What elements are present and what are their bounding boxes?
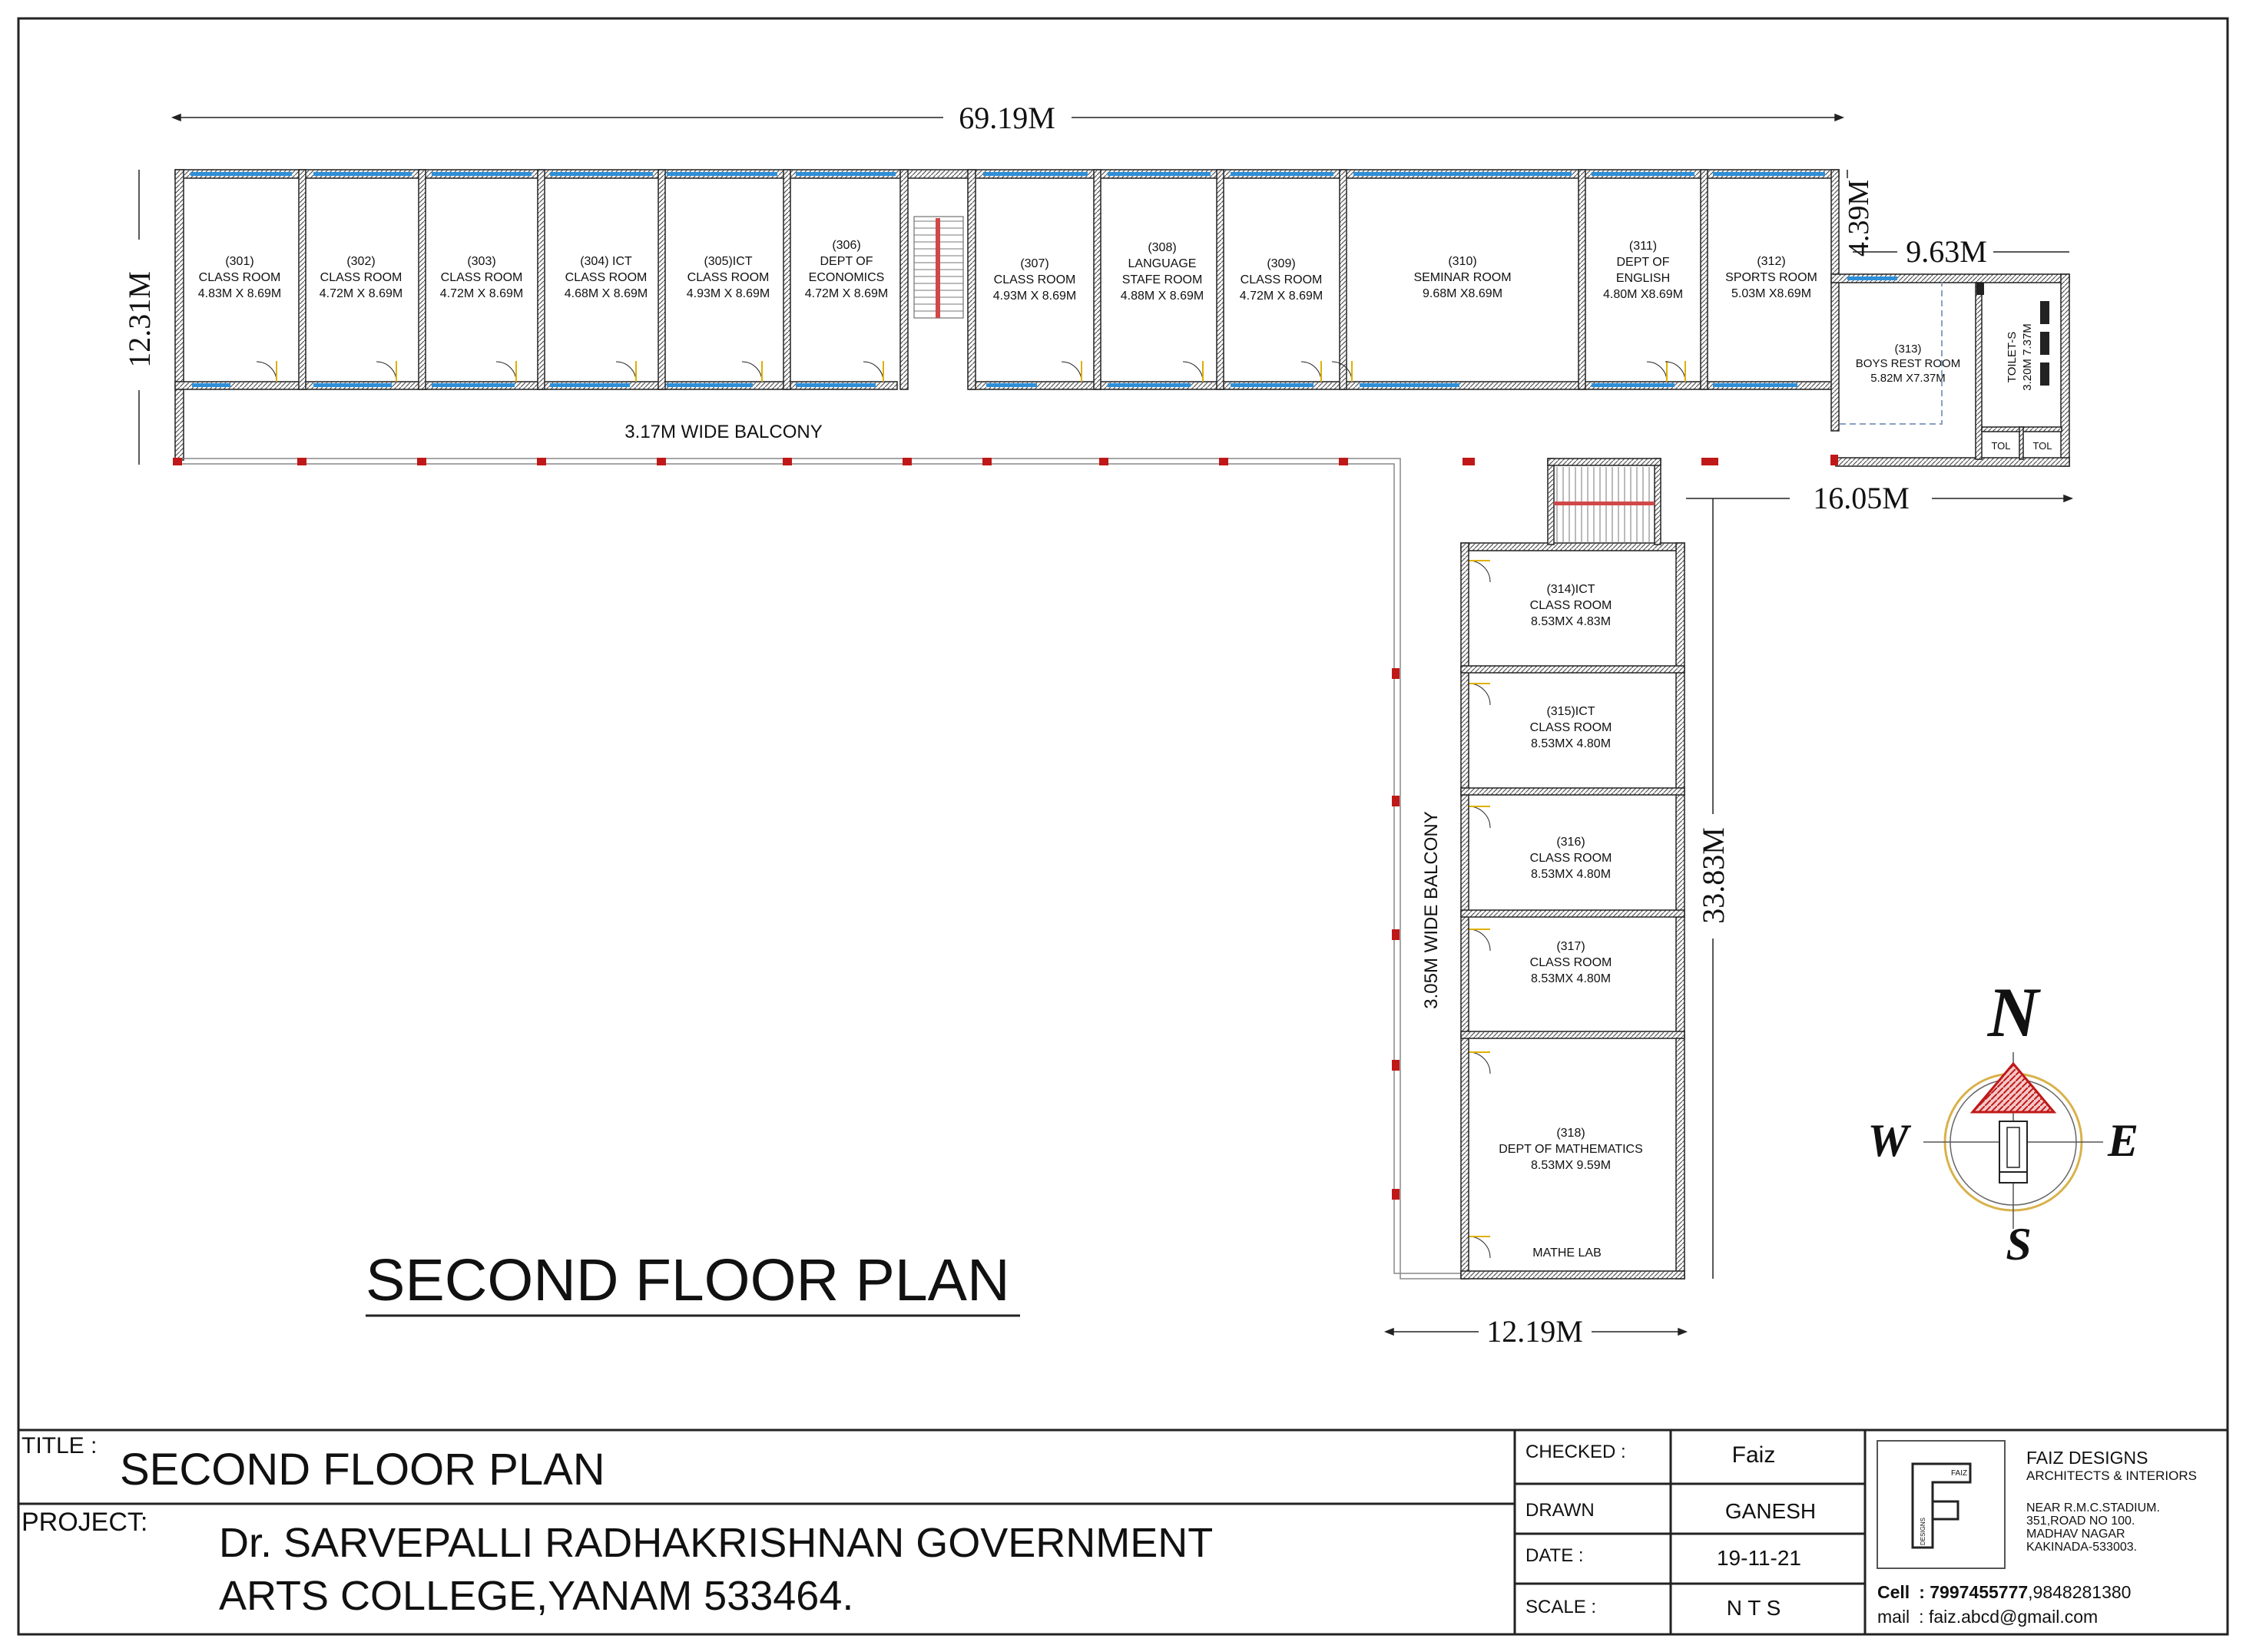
wall-x-5 [783,170,790,389]
dim-north-depth: 12.31M [122,271,157,368]
compass-arrow-icon [1973,1064,2054,1112]
door-swing [1469,1052,1490,1074]
room-305-label: (305)ICT CLASS ROOM 4.93M X 8.69M [686,255,770,300]
wall-x-12 [1701,170,1708,389]
project-line-2: ARTS COLLEGE,YANAM 533464. [219,1573,854,1619]
room-312-label: (312) SPORTS ROOM 5.03M X8.69M [1725,255,1817,300]
room-308-label: (308) LANGUAGE STAFE ROOM 4.88M X 8.69M [1120,241,1204,303]
logo-designs: DESIGNS [1920,1517,1926,1545]
wall-x-2 [419,170,426,389]
window-top [1713,172,1825,176]
balcony-column [417,458,426,465]
balcony-column [1830,455,1838,465]
window-corridor [986,383,1037,387]
south-wall-top [1461,543,1684,551]
toilet-wall-bottom [1836,458,2069,466]
north-room-labels [198,239,2052,452]
window-top [550,172,653,176]
drawn-value: GANESH [1724,1499,1817,1523]
title-value: SECOND FLOOR PLAN [120,1445,605,1495]
north-wall-left [175,170,184,460]
door-swing [1665,362,1685,382]
balcony-column [1392,1189,1400,1200]
stair-wall-left [1548,459,1554,545]
door-swing [257,362,277,382]
wall-x-4 [658,170,665,389]
window-corridor [313,383,392,387]
south-wall-bottom [1461,1271,1684,1279]
south-staircase [1554,467,1655,543]
wall-x-1 [299,170,306,389]
balcony-column [1392,668,1400,679]
window-corridor [1360,383,1459,387]
plan-title: SECOND FLOOR PLAN [366,1247,1010,1313]
wall-x-7 [968,170,976,389]
room-317-label: (317) CLASS ROOM 8.53MX 4.80M [1529,940,1612,985]
room-303-label: (303) CLASS ROOM 4.72M X 8.69M [439,255,524,300]
room-310-label: (310) SEMINAR ROOM 9.68M X8.69M [1413,255,1512,300]
firm-subtitle: ARCHITECTS & INTERIORS [2026,1468,2197,1483]
wall-x-8 [1094,170,1101,389]
balcony-column [1339,458,1348,465]
window-top [1108,172,1211,176]
room-315-label: (315)ICT CLASS ROOM 8.53MX 4.80M [1529,705,1612,750]
south-wall-y-3 [1461,910,1684,917]
stair-wall-top [1548,459,1661,465]
room-301-label: (301) CLASS ROOM 4.83M X 8.69M [197,255,282,300]
room-307-label: (307) CLASS ROOM 4.93M X 8.69M [992,257,1077,303]
wall-x-10 [1340,170,1347,389]
balcony-column [1463,458,1475,465]
tol-label-2: TOL [2032,440,2052,452]
tol-label-1: TOL [1991,440,2011,452]
room-316-label: (316) CLASS ROOM 8.53MX 4.80M [1529,836,1612,881]
title-label: TITLE : [22,1433,98,1458]
dim-south-length: 33.83M [1696,827,1731,924]
door-swing [1469,561,1490,582]
project-label: PROJECT: [22,1508,148,1537]
dim-toilet-offset: 4.39M [1843,179,1875,257]
door-swing [742,362,762,382]
firm-name: FAIZ DESIGNS [2026,1448,2148,1468]
balcony-column [1392,929,1400,940]
window-top [1353,172,1572,176]
north-arrow-compass [1867,973,2138,1270]
door-swing [1183,362,1203,382]
door-swing [1469,806,1490,828]
window-top [313,172,412,176]
north-balcony-rail [177,459,1467,1279]
balcony-column [297,458,306,465]
firm-cell: Cell : 7997455777,9848281380 [1877,1582,2132,1602]
toilet-wall-right [2061,274,2069,466]
north-block [175,170,2069,466]
logo-faiz: FAIZ [1951,1469,1968,1478]
room-314-label: (314)ICT CLASS ROOM 8.53MX 4.83M [1529,583,1612,628]
project-line-1: Dr. SARVEPALLI RADHAKRISHNAN GOVERNMENT [219,1520,1214,1566]
compass-e: E [2107,1115,2139,1166]
balcony-column [1219,458,1228,465]
balcony-column [1701,458,1718,465]
window-corridor [432,383,515,387]
firm-address: NEAR R.M.C.STADIUM. 351,ROAD NO 100. MADHAV NAGAR KAKINADA-533003. [2026,1501,2160,1554]
math-lab-label: MATHE LAB [1532,1246,1602,1260]
north-staircase [914,217,963,318]
window-corridor [1231,383,1313,387]
door-swing [863,362,883,382]
firm-mail: mail : faiz.abcd@gmail.com [1877,1607,2099,1627]
room-313-label: (313) BOYS REST ROOM 5.82M X7.37M [1855,343,1961,385]
balcony-column [173,458,182,465]
dim-toilet-width: 9.63M [1906,234,1987,269]
balcony-column [1392,1060,1400,1071]
room-318-label: (318) DEPT OF MATHEMATICS 8.53MX 9.59M [1499,1127,1643,1172]
balcony-column [1392,796,1400,806]
toilet-label: TOILET-S 3.20M 7.37M [2006,323,2034,391]
balcony-column [903,458,912,465]
dim-total-length: 69.19M [959,101,1055,135]
scale-value: N T S [1726,1596,1781,1620]
window-corridor [1713,383,1797,387]
room-304-label: (304) ICT CLASS ROOM 4.68M X 8.69M [564,255,648,300]
window-top [667,172,777,176]
room-306-label: (306) DEPT OF ECONOMICS 4.72M X 8.69M [804,239,889,300]
door-swing [1647,362,1667,382]
door-swing [376,362,396,382]
window-top [1592,172,1694,176]
door-swing [1469,929,1490,951]
dim-south-offset: 16.05M [1813,481,1910,515]
window-top [190,172,292,176]
window-toilet-2 [1882,276,1897,280]
compass-w: W [1867,1115,1909,1166]
window-corridor [550,383,630,387]
window-top [1231,172,1333,176]
door-swing [1062,362,1082,382]
toilet-wall-mid [1976,283,1982,459]
wall-x-11 [1578,170,1585,389]
scale-label: SCALE : [1525,1597,1597,1617]
window-top [983,172,1088,176]
window-corridor [1592,383,1675,387]
south-wall-y-4 [1461,1031,1684,1038]
windows [190,172,1897,1260]
doors [257,361,1685,1258]
door-swing [1301,362,1321,382]
wall-x-3 [538,170,545,389]
stair-wall-right [1655,459,1661,545]
firm-logo [1877,1441,2005,1568]
window-top [796,172,896,176]
room-302-label: (302) CLASS ROOM 4.72M X 8.69M [319,255,403,300]
south-wall-y-1 [1461,666,1684,673]
south-room-labels [1499,583,1643,1260]
window-corridor [796,383,876,387]
compass-n: N [1987,973,2039,1051]
drawn-label: DRAWN [1525,1500,1595,1521]
south-balcony-label: 3.05M WIDE BALCONY [1421,811,1442,1009]
window-corridor [1108,383,1191,387]
wall-x-9 [1217,170,1224,389]
checked-label: CHECKED : [1525,1442,1626,1462]
door-swing [616,362,636,382]
room-311-label: (311) DEPT OF ENGLISH 4.80M X8.69M [1602,240,1684,301]
balcony-column [982,458,992,465]
north-balcony-label: 3.17M WIDE BALCONY [624,422,823,442]
wall-x-6 [900,170,908,389]
window-top [432,172,532,176]
date-value: 19-11-21 [1716,1546,1802,1570]
date-label: DATE : [1525,1545,1584,1566]
balcony-column [537,458,546,465]
wall-x-13 [1831,170,1839,431]
south-wall-y-2 [1461,788,1684,795]
dim-south-width: 12.19M [1486,1314,1583,1349]
balcony-column [1099,458,1108,465]
window-corridor [192,383,230,387]
balcony-column [783,458,792,465]
toilet-wall-tol-mid [2019,427,2023,459]
door-swing [1469,684,1490,705]
rest-room-partition [1840,283,1942,424]
checked-value: Faiz [1731,1442,1776,1468]
balcony-column [657,458,666,465]
door-swing [1469,1237,1490,1258]
door-swing [496,362,516,382]
room-309-label: (309) CLASS ROOM 4.72M X 8.69M [1239,257,1323,303]
window-corridor [667,383,753,387]
compass-s: S [2006,1219,2032,1270]
balcony-columns [173,455,1838,1200]
